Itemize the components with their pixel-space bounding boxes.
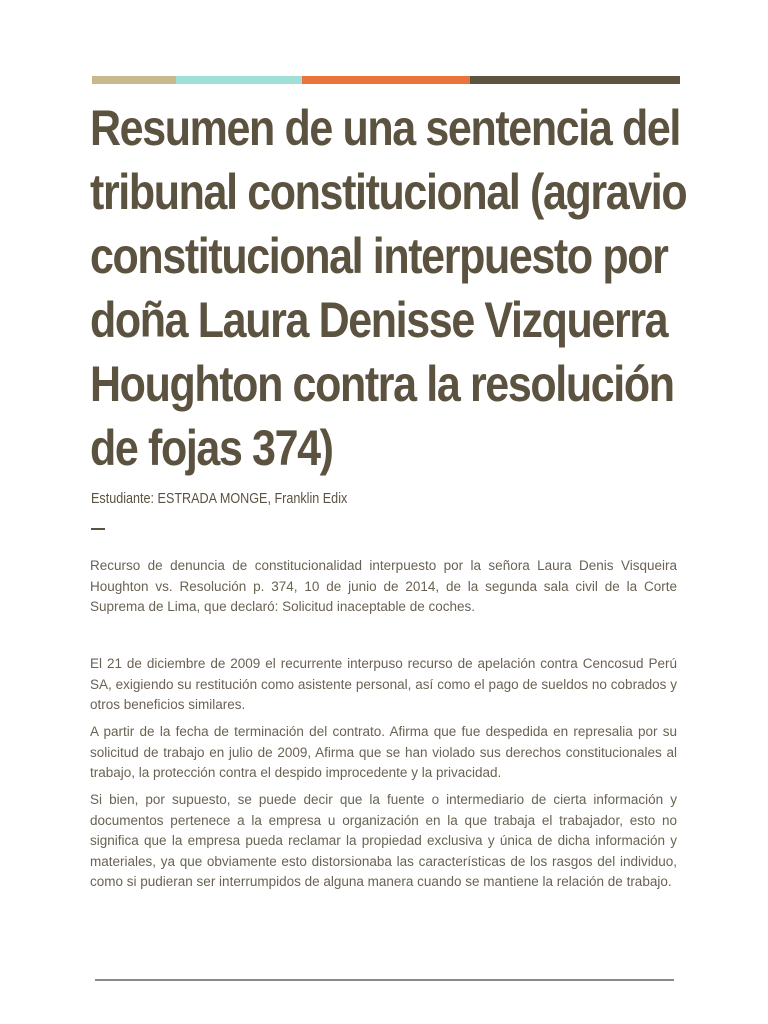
decorative-color-bar — [92, 76, 680, 84]
color-bar-segment-teal — [176, 76, 302, 84]
paragraph-4: Si bien, por supuesto, se puede decir que la fuente o intermediario de cierta información y documentos pertenece a la empresa u organización en la que trabaja el trabajador, esto no significa que la empresa pueda reclamar la propiedad exclusiva y única de dicha información y materiales, ya que obviamente esto distorsionaba las características de los rasgos del individuo, como si pudieran ser interrumpidos de alguna manera cuando se mantiene la relación de trabajo. — [90, 792, 677, 889]
paragraph-1: Recurso de denuncia de constitucionalidad interpuesto por la señora Laura Denis Visqueira Houghton vs. Resolución p. 374, 10 de junio de 2014, de la segunda sala civil de la Corte Suprema de Lima, que declaró: Solicitud inaceptable de coches. — [90, 558, 677, 614]
document-title: Resumen de una sentencia del tribunal constitucional (agravio constitucional interpuesto por doña Laura Denisse Vizquerra Houghton contra la resolución de fojas 374) — [90, 100, 687, 476]
paragraph-3: A partir de la fecha de terminación del contrato. Afirma que fue despedida en represalia por su solicitud de trabajo en julio de 2009, Afirma que se han violado sus derechos constitucionales al trabajo, la protección contra el despido improcedente y la privacidad. — [90, 724, 677, 780]
footer-divider — [95, 979, 674, 981]
color-bar-segment-tan — [92, 76, 176, 84]
color-bar-segment-dark — [470, 76, 680, 84]
color-bar-segment-orange — [302, 76, 470, 84]
paragraph-2: El 21 de diciembre de 2009 el recurrente interpuso recurso de apelación contra Cencosud Perú SA, exigiendo su restitución como asistente personal, así como el pago de sueldos no cobrados y otros beneficios similares. — [90, 656, 677, 712]
title-dash-divider — [91, 528, 105, 530]
student-name: Estudiante: ESTRADA MONGE, Franklin Edix — [91, 490, 348, 507]
